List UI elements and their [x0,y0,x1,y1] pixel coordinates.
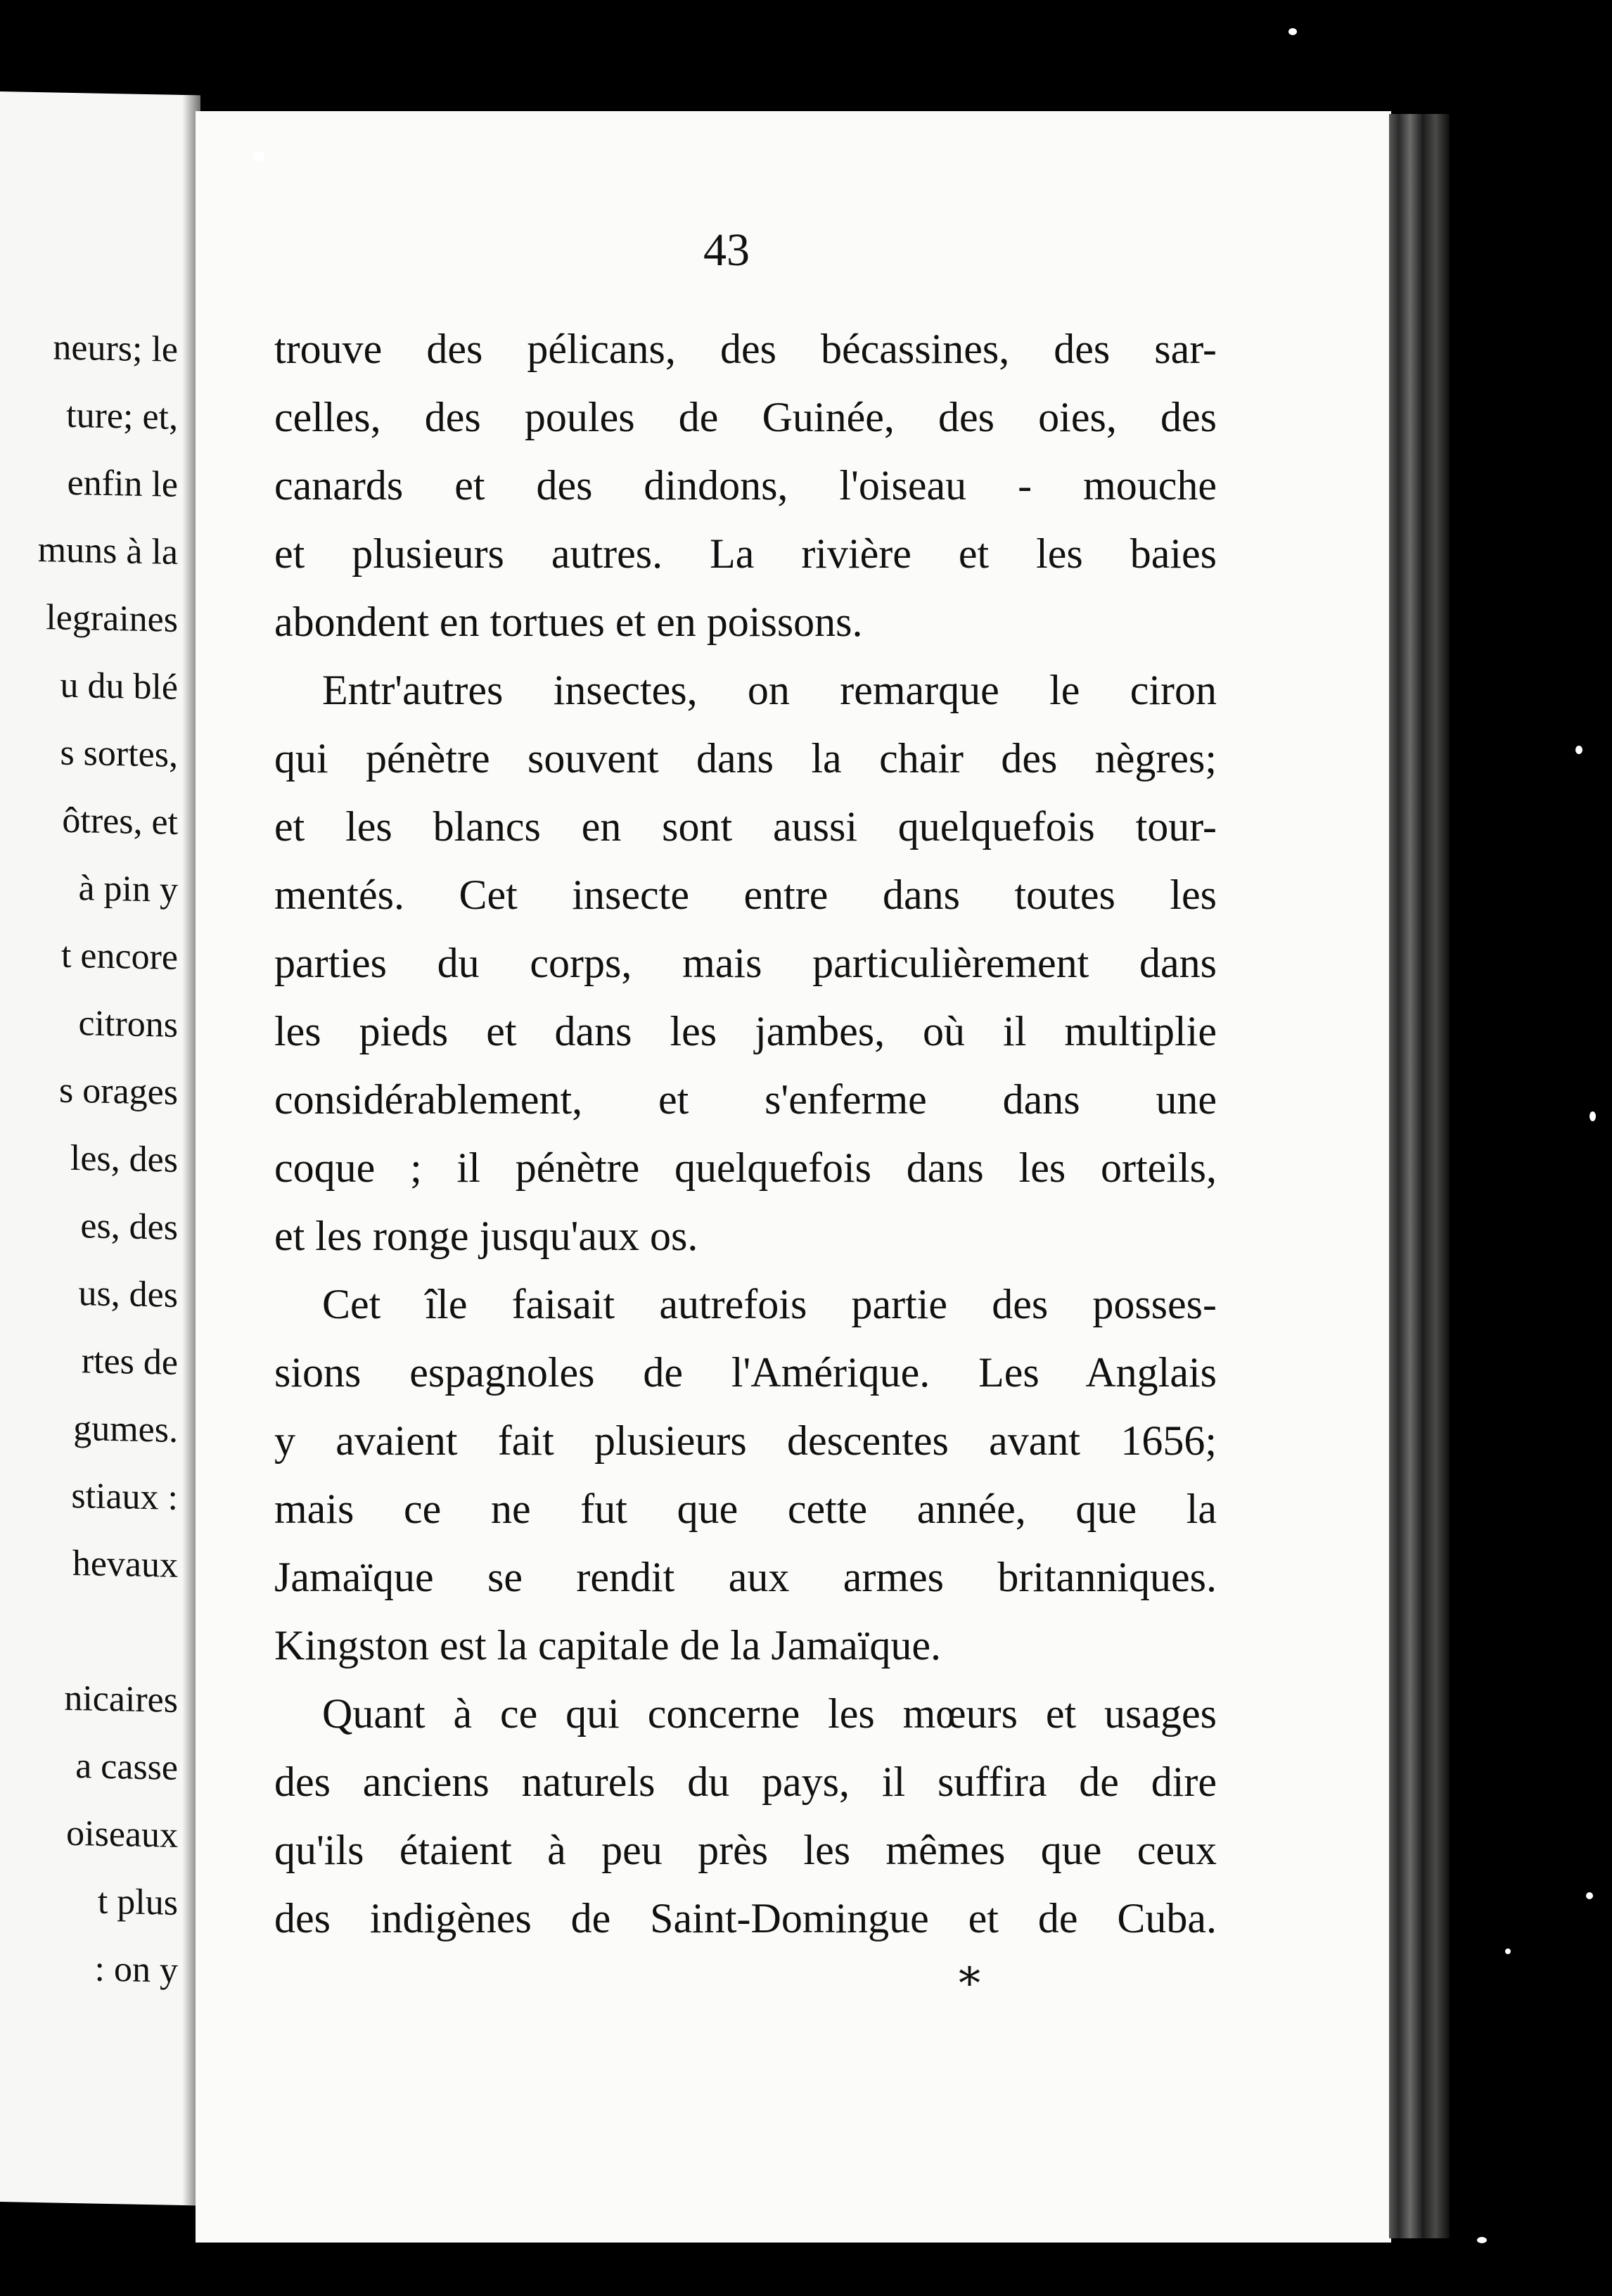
left-page-line: t plus [97,1881,178,1923]
text-line: coque ; il pénètre quelquefois dans les orteils, [274,1144,1217,1191]
left-page-line: gumes. [73,1408,178,1450]
left-page-line: legraines [46,597,178,640]
text-line: trouve des pélicans, des bécassines, des sar- [274,326,1217,372]
text-line: mentés. Cet insecte entre dans toutes les [274,872,1217,918]
text-line: Quant à ce qui concerne les mœurs et usages [322,1690,1217,1737]
left-page-line: u du blé [60,665,178,708]
left-page-line: : on y [94,1949,178,1991]
dust-speck [1586,1892,1593,1899]
text-line: abondent en tortues et en poissons. [274,599,863,645]
dust-speck [1477,2237,1487,2243]
text-line: sions espagnoles de l'Amérique. Les Anglais [274,1349,1217,1396]
left-page-line: neurs; le [53,327,178,370]
left-page-line: muns à la [37,530,178,573]
page-number: 43 [703,224,750,276]
text-line: des indigènes de Saint-Domingue et de Cuba. [274,1895,1217,1941]
left-page-line: a casse [75,1746,178,1788]
text-line: des anciens naturels du pays, il suffira de dire [274,1759,1217,1805]
text-line: celles, des poules de Guinée, des oies, des [274,394,1217,440]
text-line: et les ronge jusqu'aux os. [274,1213,698,1259]
text-line: Jamaïque se rendit aux armes britanniques. [274,1554,1217,1600]
text-line: et plusieurs autres. La rivière et les baies [274,530,1217,577]
left-page-line: oiseaux [66,1813,178,1856]
left-page-text [0,308,178,2005]
text-line: qui pénètre souvent dans la chair des nègres; [274,735,1217,782]
left-page-line: à pin y [78,868,178,910]
dust-speck [1505,1949,1511,1954]
dust-speck [253,151,264,162]
left-page-line: us, des [78,1273,178,1315]
dust-speck [1589,1111,1596,1121]
text-line: qu'ils étaient à peu près les mêmes que ceux [274,1827,1217,1873]
text-line: parties du corps, mais particulièrement dans [274,940,1217,986]
text-line: mais ce ne fut que cette année, que la [274,1486,1217,1532]
left-page-line: s sortes, [60,732,178,775]
left-page-line: t encore [60,935,178,978]
dust-speck [1288,28,1297,35]
text-line: les pieds et dans les jambes, où il multiplie [274,1008,1217,1054]
body-text [274,315,1217,1953]
left-page-line: ture; et, [66,395,178,438]
text-line: Entr'autres insectes, on remarque le ciron [322,667,1217,713]
left-page-line: es, des [80,1206,178,1248]
page-stack-edge [1389,114,1450,2238]
left-page-line: stiaux : [71,1475,178,1518]
text-line: y avaient fait plusieurs descentes avant 1656; [274,1417,1217,1464]
text-line: et les blancs en sont aussi quelquefois tour- [274,803,1217,850]
left-page-line: s orages [59,1070,178,1113]
left-page-line: ôtres, et [62,800,178,843]
text-line: Kingston est la capitale de la Jamaïque. [274,1622,942,1669]
text-line: Cet île faisait autrefois partie des posses- [322,1281,1217,1327]
left-page-line [0,1591,178,1667]
left-page-line: enfin le [67,462,178,505]
left-page-line: citrons [78,1003,178,1045]
left-page-line: hevaux [72,1543,178,1586]
left-page-line: rtes de [81,1341,178,1383]
signature-mark: * [959,1958,980,2009]
right-page [196,111,1391,2243]
left-page-line: nicaires [64,1678,178,1721]
text-line: considérablement, et s'enferme dans une [274,1076,1217,1123]
left-page-fragment [0,91,200,2205]
dust-speck [1575,746,1582,754]
left-page-line: les, des [70,1137,178,1180]
text-line: canards et des dindons, l'oiseau - mouche [274,462,1217,509]
